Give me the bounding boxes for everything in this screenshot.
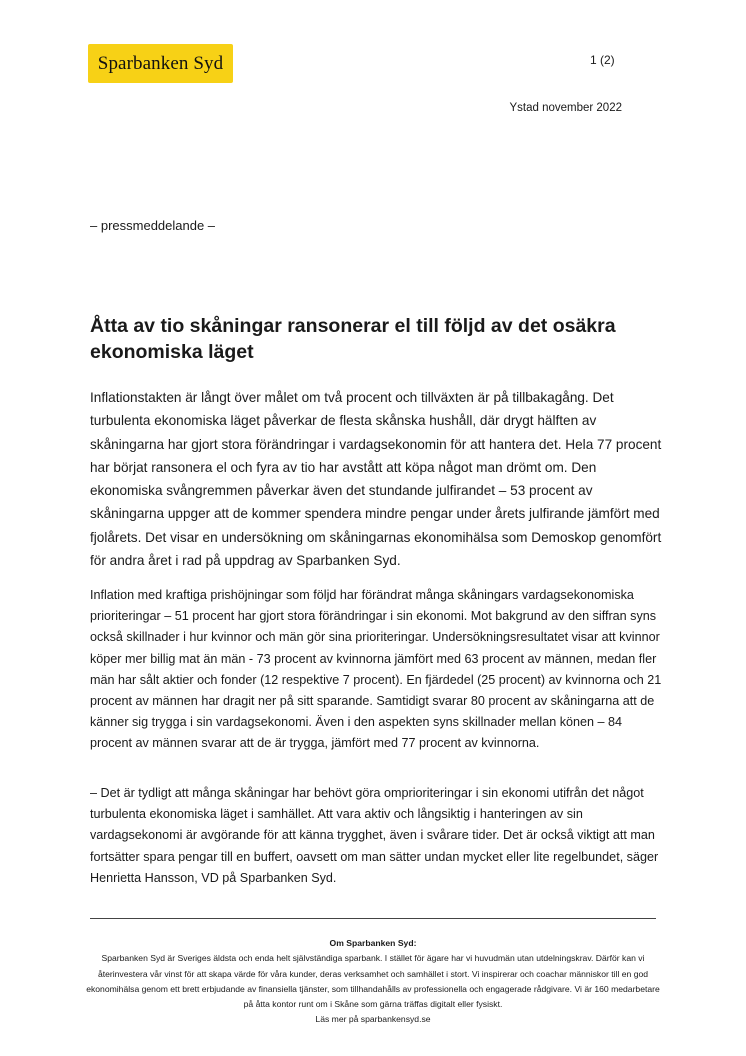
page-number: 1 (2) — [590, 53, 615, 67]
footer-link[interactable]: Läs mer på sparbankensyd.se — [315, 1014, 431, 1025]
footer-text: Sparbanken Syd är Sveriges äldsta och enda helt självständiga sparbank. I stället för ägare har vi huvudmän utan utdelningskrav. Därför kan vi återinvestera vår vinst för att skapa värde för våra kunder, deras verksamhet och samhället i stort. Vi inspirerar och coachar människor till en god ekonomihälsa genom ett brett erbjudande av finansiella tjänster, som tillhandahålls av professionella och engagerade rådgivare. Vi är 160 medarbetare på åtta kontor runt om i Skåne som gärna träffas digitalt eller fysiskt. — [86, 953, 660, 1010]
footer — [86, 936, 660, 1028]
press-release-label: – pressmeddelande – — [90, 218, 216, 233]
logo-text: Sparbanken Syd — [97, 52, 224, 74]
footer-title: Om Sparbanken Syd: — [329, 938, 417, 948]
dateline: Ystad november 2022 — [509, 102, 622, 114]
lead-paragraph: Inflationstakten är långt över målet om två procent och tillväxten är på tillbakagång. Det turbulenta ekonomiska läget påverkar de flesta skånska hushåll, där drygt hälften av skåningarna har gjort stora förändringar i vardagsekonomin för att hantera det. Hela 77 procent har börjat ransonera el och fyra av tio har avstått att köpa något man drömt om. Den ekonomiska svångremmen påverkar även det stundande julfirandet – 53 procent av skåningarna uppger att de kommer spendera mindre pengar under årets julfirande jämfört med fjolårets. Det visar en undersökning om skåningarnas ekonomihälsa som Demoskop genomfört för andra året i rad på uppdrag av Sparbanken Syd. — [90, 390, 662, 569]
brand-logo — [88, 44, 233, 83]
body-paragraph-2: – Det är tydligt att många skåningar har behövt göra omprioriteringar i sin ekonomi utifrån det något turbulenta ekonomiska läget i samhället. Att vara aktiv och långsiktig i hanteringen av sin vardagsekonomi är avgörande för att känna trygghet, även i svårare tider. Det är också viktigt att man fortsätter spara pengar till en buffert, oavsett om man sätter undan mycket eller lite regelbundet, säger Henrietta Hansson, VD på Sparbanken Syd. — [90, 786, 659, 885]
footer-divider — [90, 918, 656, 919]
body-paragraph-1: Inflation med kraftiga prishöjningar som följd har förändrat många skåningars vardagsekonomiska prioriteringar – 51 procent har gjort stora förändringar i sin ekonomi. Mot bakgrund av den siffran syns också skillnader i hur kvinnor och män gör sina prioriteringar. Undersökningsresultatet visar att kvinnor köper mer billig mat än män - 73 procent av kvinnorna jämfört med 63 procent av männen, medan fler män har sålt aktier och fonder (12 respektive 7 procent). En fjärdedel (25 procent) av kvinnorna och 21 procent av männen har dragit ner på sitt sparande. Samtidigt svarar 80 procent av skåningarna att de känner sig trygga i sin vardagsekonomi. Även i den aspekten syns skillnader mellan könen – 84 procent av männen svarar att de är trygga, jämfört med 77 procent av kvinnorna. — [90, 588, 662, 751]
headline: Åtta av tio skåningar ransonerar el till följd av det osäkra ekonomiska läget — [90, 315, 616, 363]
